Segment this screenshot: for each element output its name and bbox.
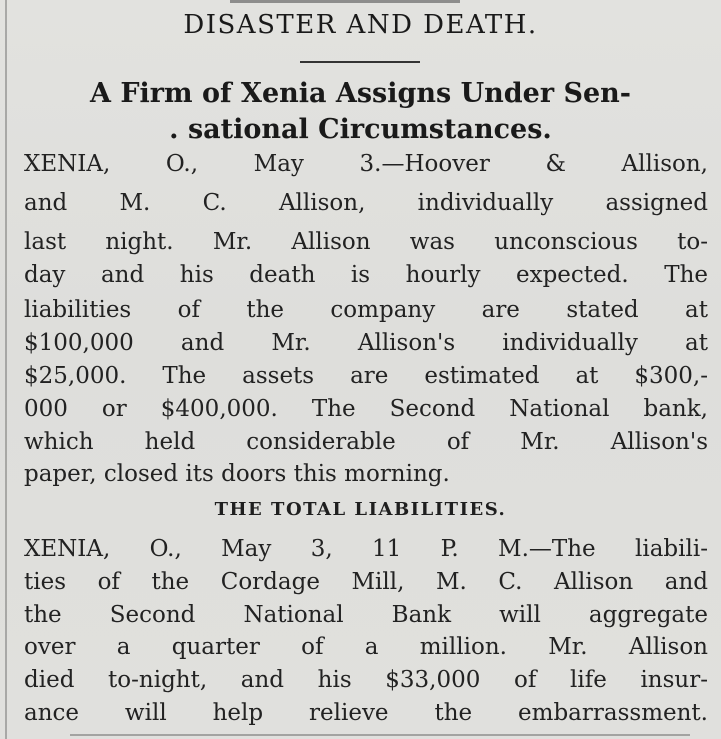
headline-divider (300, 61, 420, 63)
text-line: XENIA, O., May 3, 11 P. M.—The liabili- (24, 536, 708, 562)
subheadline (0, 76, 721, 148)
column-rule-bottom (70, 734, 690, 736)
text-line: died to-night, and his $33,000 of life insur- (24, 667, 708, 693)
subheadline-line-1: A Firm of Xenia Assigns Under Sen- (90, 78, 631, 109)
text-line: ance will help relieve the embarrassment. (24, 700, 708, 726)
text-line: $100,000 and Mr. Allison's individually at (24, 330, 708, 356)
headline: DISASTER AND DEATH. (183, 10, 538, 40)
text-line: over a quarter of a million. Mr. Allison (24, 634, 708, 660)
subheadline-line-2: . sational Circumstances. (169, 114, 552, 145)
text-line: XENIA, O., May 3.—Hoover & Allison, (24, 151, 708, 177)
text-line: day and his death is hourly expected. The (24, 262, 708, 288)
text-line: ties of the Cordage Mill, M. C. Allison and (24, 569, 708, 595)
text-line: last night. Mr. Allison was unconscious to- (24, 229, 708, 255)
text-line: paper, closed its doors this morning. (24, 461, 450, 487)
text-line: $25,000. The assets are estimated at $300,- (24, 363, 708, 389)
column-rule-top (230, 0, 460, 3)
text-line: liabilities of the company are stated at (24, 297, 708, 323)
text-line: which held considerable of Mr. Allison's (24, 429, 708, 455)
text-line: the Second National Bank will aggregate (24, 602, 708, 628)
text-line: 000 or $400,000. The Second National bank, (24, 396, 708, 422)
section-heading: THE TOTAL LIABILITIES. (214, 499, 507, 520)
text-line: and M. C. Allison, individually assigned (24, 190, 708, 216)
